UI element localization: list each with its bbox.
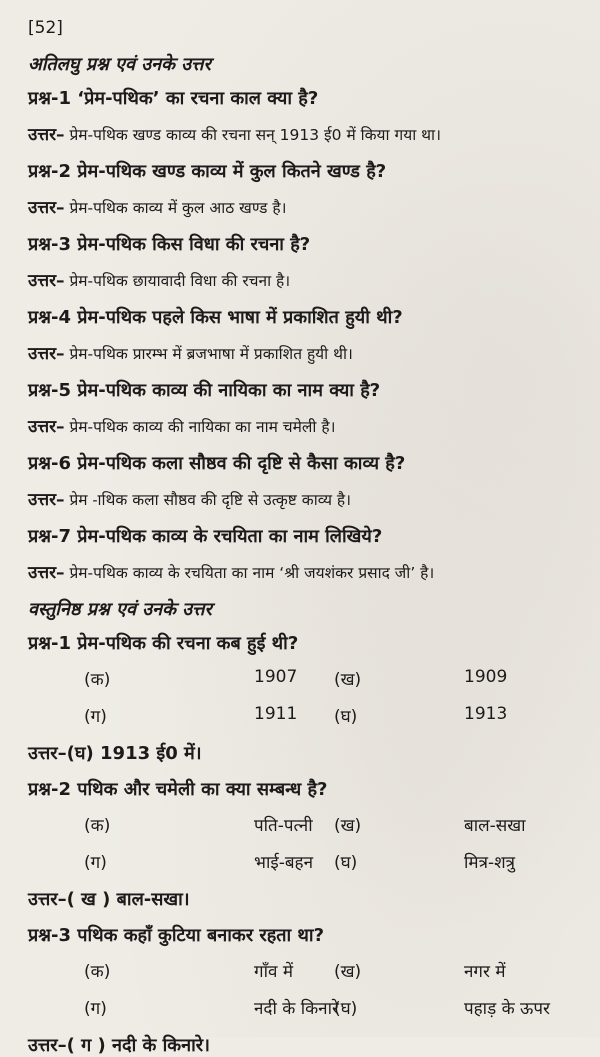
answer-text: प्रेम-पथिक छायावादी विधा की रचना है। [64, 272, 291, 290]
answer-6 [28, 487, 584, 510]
answer-text: प्रेम -ाथिक कला सौष्ठव की दृष्टि से उत्कृष्ट काव्य है। [64, 491, 352, 509]
option-value: मित्र-शत्रु [464, 853, 516, 873]
options-grid [84, 959, 584, 1019]
question-2: प्रश्न-2 प्रेम-पथिक खण्ड काव्य में कुल कितने खण्ड है? [28, 161, 387, 182]
question-6: प्रश्न-6 प्रेम-पथिक कला सौष्ठव की दृष्टि से कैसा काव्य है? [28, 453, 406, 474]
option-value: 1907 [254, 667, 298, 687]
answer-3 [28, 268, 584, 291]
answer-text: प्रेम-पथिक खण्ड काव्य की रचना सन् 1913 ई0 में किया गया था। [64, 126, 441, 144]
option-value: 1911 [254, 704, 298, 724]
question-1: प्रश्न-1 ‘प्रेम-पथिक’ का रचना काल क्या है? [28, 88, 319, 109]
option-key: (क) [84, 670, 111, 690]
answer-4 [28, 341, 584, 364]
option-value: बाल-सखा [464, 816, 526, 836]
answer-1 [28, 122, 584, 145]
answer-text: प्रेम-पथिक काव्य की नायिका का नाम चमेली है। [64, 418, 336, 436]
question-4: प्रश्न-4 प्रेम-पथिक पहले किस भाषा में प्रकाशित हुयी थी? [28, 307, 403, 328]
option-key: (क) [84, 816, 111, 836]
option-key: (ख) [334, 670, 362, 690]
answer-text: प्रेम-पथिक काव्य के रचयिता का नाम ‘श्री जयशंकर प्रसाद जी’ है। [64, 564, 435, 582]
option-key: (ग) [84, 853, 107, 873]
option-value: नगर में [464, 962, 506, 982]
answer-2 [28, 195, 584, 218]
answer-label: उत्तर– [28, 490, 65, 510]
question-7: प्रश्न-7 प्रेम-पथिक काव्य के रचयिता का नाम लिखिये? [28, 526, 383, 547]
option-key: (क) [84, 962, 111, 982]
answer-text: प्रेम-पथिक काव्य में कुल आठ खण्ड है। [64, 199, 287, 217]
option-key: (घ) [334, 999, 358, 1019]
option-value: नदी के किनारे [254, 999, 339, 1019]
option-value: भाई-बहन [254, 853, 314, 873]
option-key: (ग) [84, 707, 107, 727]
objective-answer-3: उत्तर–( ग ) नदी के किनारे। [28, 1035, 210, 1056]
section-heading-short-questions: अतिलघु प्रश्न एवं उनके उत्तर [28, 54, 211, 75]
answer-label: उत्तर– [28, 271, 65, 291]
option-key: (ख) [334, 816, 362, 836]
answer-label: उत्तर– [28, 125, 65, 145]
answer-7 [28, 560, 584, 583]
objective-question-1: प्रश्न-1 प्रेम-पथिक की रचना कब हुई थी? [28, 633, 299, 654]
objective-answer-1: उत्तर–(घ) 1913 ई0 में। [28, 743, 202, 764]
objective-question-3: प्रश्न-3 पथिक कहाँ कुटिया बनाकर रहता था? [28, 925, 325, 946]
option-value: गाँव में [254, 962, 293, 982]
answer-label: उत्तर– [28, 198, 65, 218]
answer-label: उत्तर– [28, 344, 65, 364]
question-3: प्रश्न-3 प्रेम-पथिक किस विधा की रचना है? [28, 234, 311, 255]
section-heading-objective-questions: वस्तुनिष्ठ प्रश्न एवं उनके उत्तर [28, 599, 212, 620]
answer-label: उत्तर– [28, 417, 65, 437]
option-key: (ख) [334, 962, 362, 982]
objective-answer-2: उत्तर–( ख ) बाल-सखा। [28, 889, 190, 910]
option-value: पहाड़ के ऊपर [464, 999, 550, 1019]
option-value: 1909 [464, 667, 508, 687]
objective-question-2: प्रश्न-2 पथिक और चमेली का क्या सम्बन्ध है? [28, 779, 328, 800]
options-grid [84, 667, 584, 727]
option-key: (घ) [334, 853, 358, 873]
option-key: (ग) [84, 999, 107, 1019]
option-value: पति-पत्नी [254, 816, 313, 836]
option-key: (घ) [334, 707, 358, 727]
page-number: [52] [28, 18, 63, 38]
answer-text: प्रेम-पथिक प्रारम्भ में ब्रजभाषा में प्रकाशित हुयी थी। [64, 345, 353, 363]
option-value: 1913 [464, 704, 508, 724]
answer-label: उत्तर– [28, 563, 65, 583]
options-grid [84, 813, 584, 873]
question-5: प्रश्न-5 प्रेम-पथिक काव्य की नायिका का नाम क्या है? [28, 380, 381, 401]
answer-5 [28, 414, 584, 437]
